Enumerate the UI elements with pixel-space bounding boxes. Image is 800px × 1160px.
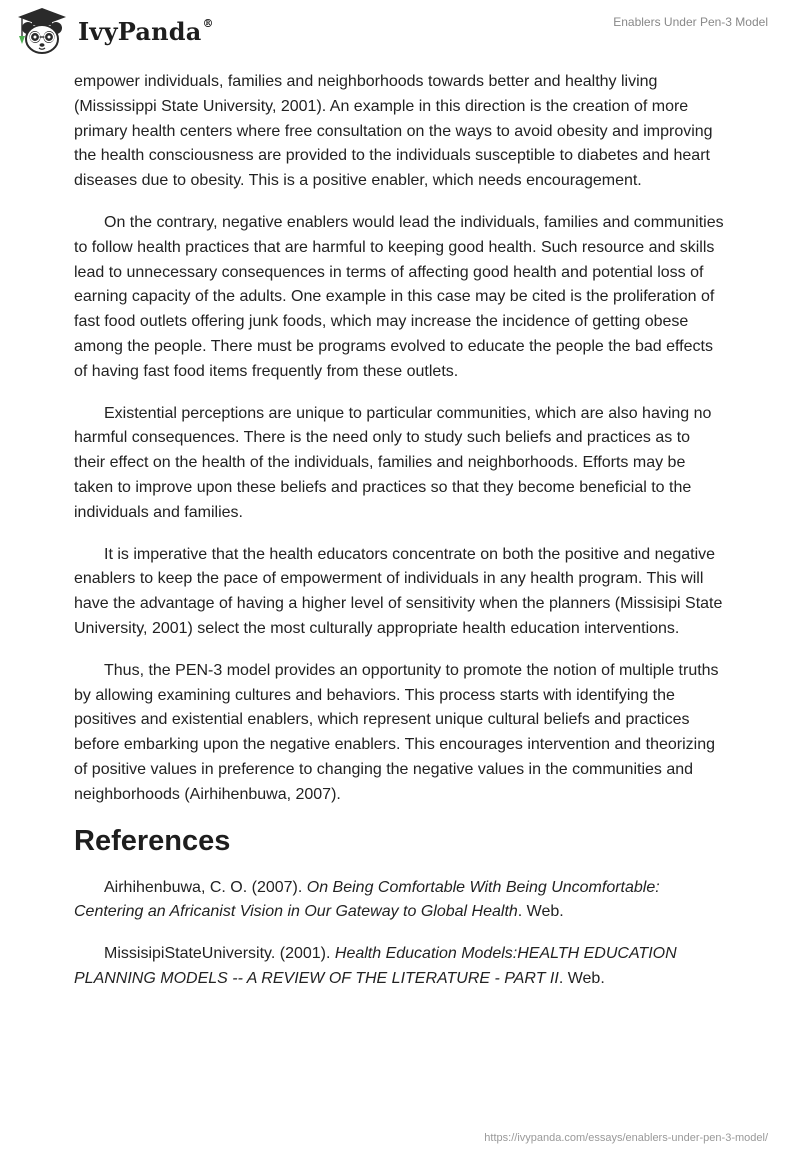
reference-author: MissisipiStateUniversity. (2001). bbox=[104, 945, 335, 963]
brand-logo[interactable] bbox=[14, 6, 214, 56]
reference-suffix: . Web. bbox=[517, 903, 564, 921]
paragraph: empower individuals, families and neighborhoods towards better and healthy living (Mississippi State University, 2001). An example in this direction is the creation of more primary health centers where free consultation on the ways to avoid obesity and improving the health consciousness are provided to the individuals susceptible to diabetes and heart diseases due to obesity. This is a positive enabler, which needs encouragement. bbox=[74, 73, 713, 190]
reference-author: Airhihenbuwa, C. O. (2007). bbox=[104, 878, 307, 896]
reference-title: Health Education Models:HEALTH EDUCATION PLANNING MODELS -- A REVIEW OF THE LITERATURE - PART II bbox=[74, 945, 677, 987]
panda-logo-icon bbox=[14, 6, 70, 56]
brand-name: IvyPanda® bbox=[78, 16, 214, 46]
paragraph: Thus, the PEN-3 model provides an opportunity to promote the notion of multiple truths by allowing examining cultures and behaviors. This process starts with identifying the positives and existential enablers, which represent unique cultural beliefs and practices before embarking upon the negative enablers. This encourages intervention and theorizing of positive values in preference to changing the negative values in the communities and neighborhoods (Airhihenbuwa, 2007). bbox=[74, 661, 719, 803]
references-heading: References bbox=[74, 824, 231, 857]
page-header bbox=[0, 0, 800, 64]
reference-title: On Being Comfortable With Being Uncomfortable: Centering an Africanist Vision in Our Gateway to Global Health bbox=[74, 878, 660, 921]
source-url[interactable]: https://ivypanda.com/essays/enablers-under-pen-3-model/ bbox=[484, 1132, 768, 1144]
reference-item bbox=[74, 942, 724, 992]
paragraph: On the contrary, negative enablers would lead the individuals, families and communities to follow health practices that are harmful to keeping good health. Such resource and skills lead to unnecessary consequences in terms of affecting good health and potential loss of earning capacity of the adults. One example in this case may be cited is the proliferation of fast food outlets offering junk foods, which may increase the incidence of getting obese among the people. There must be programs evolved to educate the people the bad effects of having fast food items frequently from these outlets. bbox=[74, 213, 724, 380]
reference-suffix: . Web. bbox=[558, 969, 605, 987]
registered-mark: ® bbox=[202, 16, 214, 30]
reference-item bbox=[74, 876, 724, 926]
essay-content bbox=[74, 70, 724, 1009]
paragraph: It is imperative that the health educators concentrate on both the positive and negative enablers to keep the pace of empowerment of individuals in any health program. This will have the advantage of having a higher level of sensitivity when the planners (Missisipi State University, 2001) select the most culturally appropriate health education interventions. bbox=[74, 545, 723, 637]
paragraph: Existential perceptions are unique to particular communities, which are also having no harmful consequences. There is the need only to study such beliefs and practices as to their effect on the health of the individuals, families and neighborhoods. Efforts may be taken to improve upon these beliefs and practices so that they become beneficial to the individuals and families. bbox=[74, 404, 712, 521]
document-title: Enablers Under Pen-3 Model bbox=[613, 15, 768, 29]
